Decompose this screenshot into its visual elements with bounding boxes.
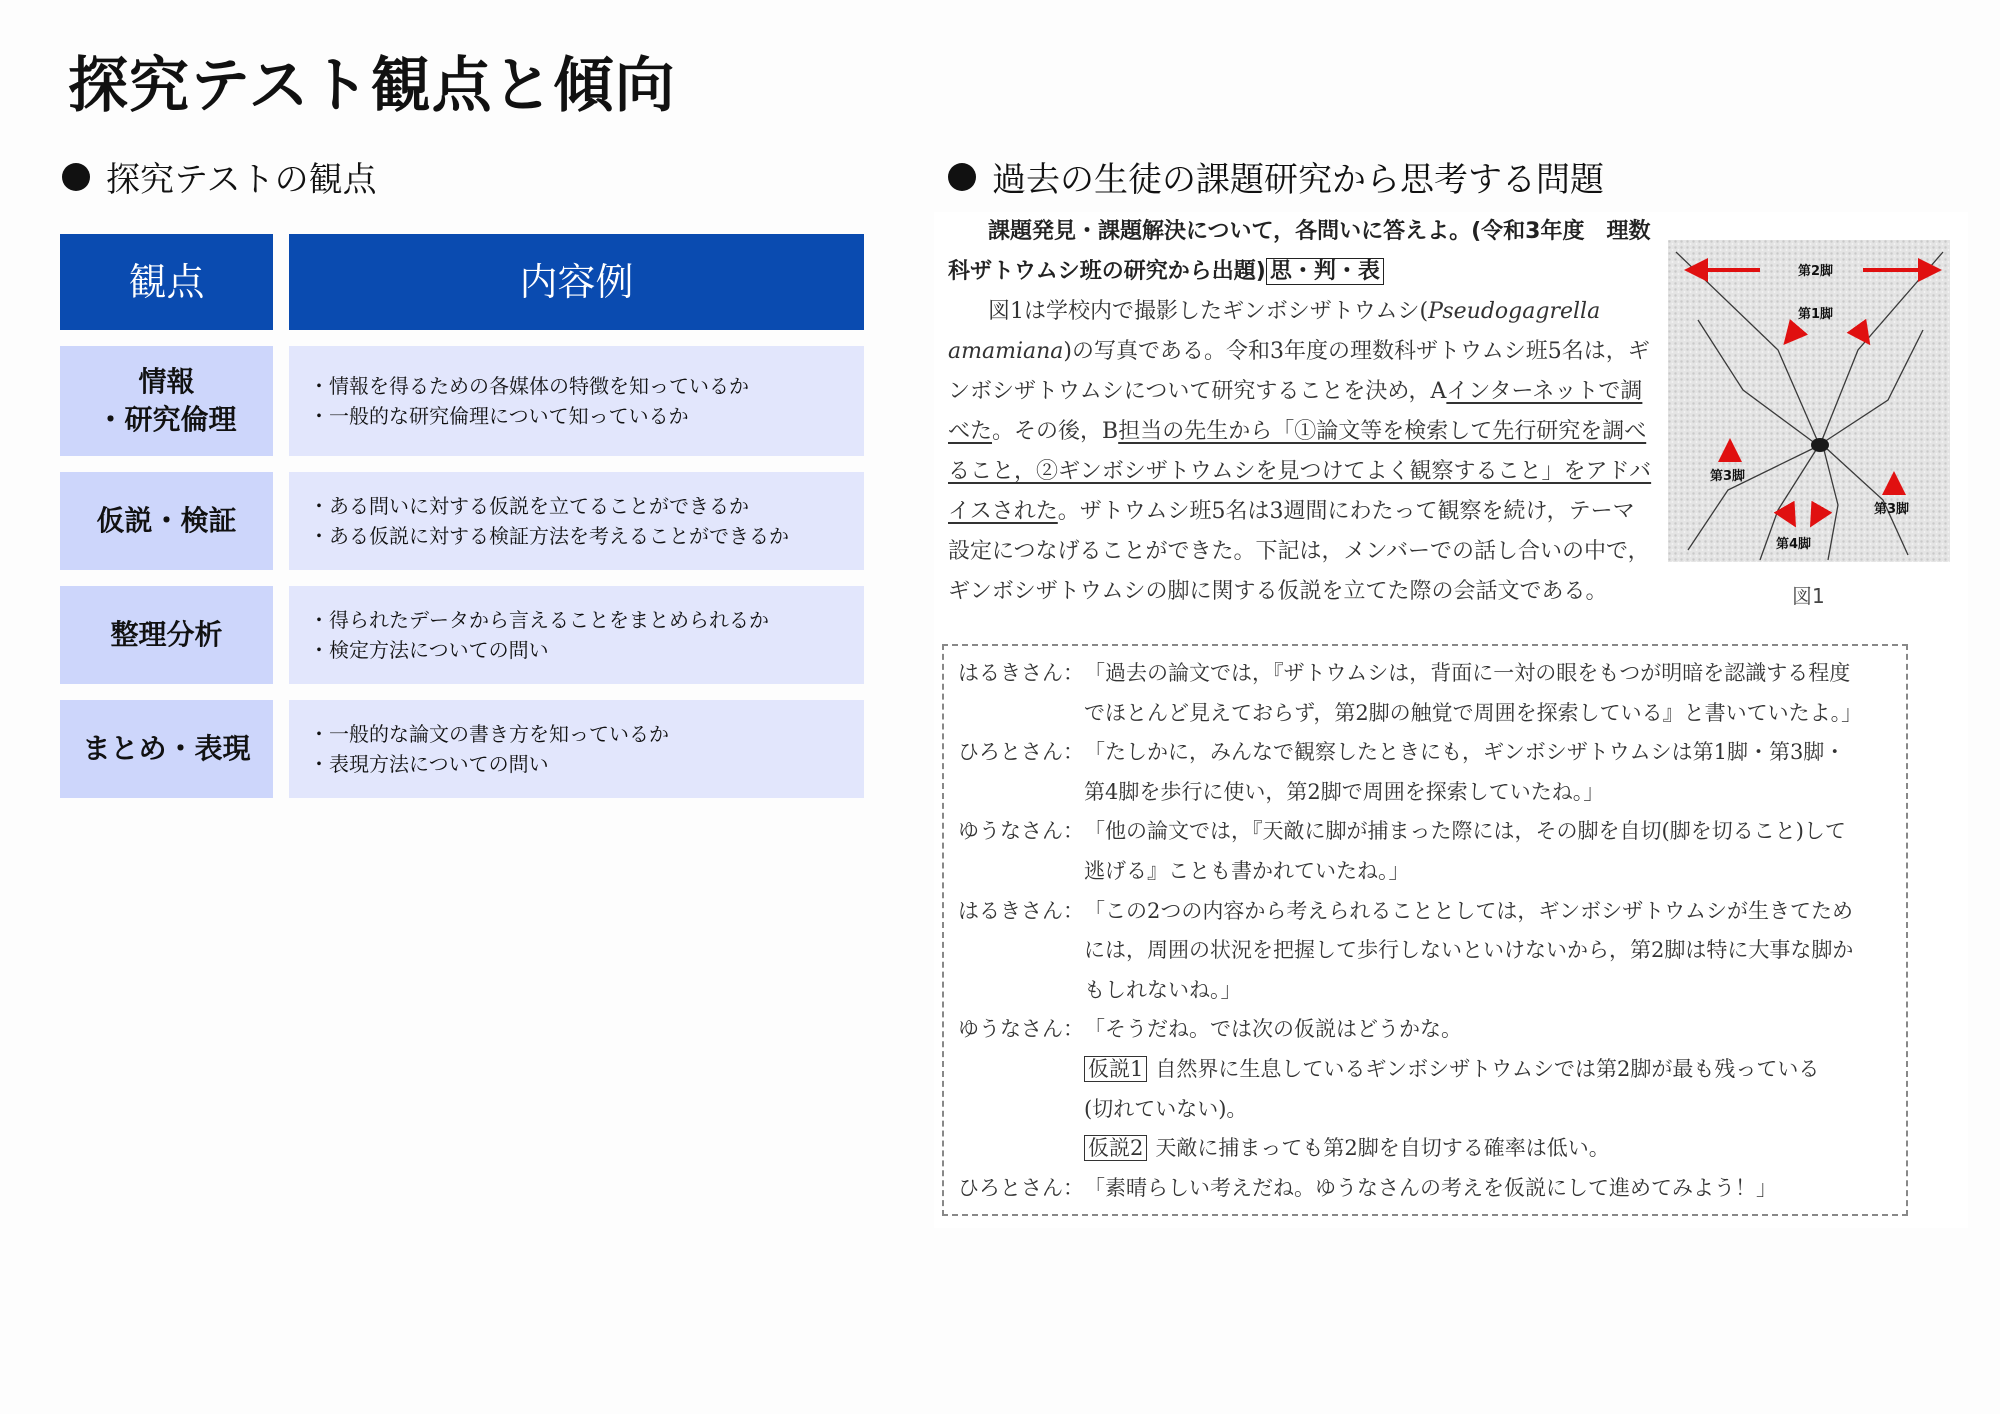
table-row-content (289, 472, 864, 570)
dialogue-line (944, 812, 1906, 852)
table-row-viewpoint (60, 346, 273, 456)
content-item: ・表現方法についての問い (309, 752, 549, 776)
content-item: ・得られたデータから言えることをまとめられるか (309, 608, 769, 632)
content-item: ・一般的な研究倫理について知っているか (309, 404, 689, 428)
utterance: 「そうだね。では次の仮説はどうかな。 (1084, 1017, 1462, 1042)
table-row (60, 700, 864, 798)
utterance: 「この2つの内容から考えられることとしては，ギンボシザトウムシが生きてため (1084, 898, 1853, 923)
hypothesis-label: 仮説2 (1084, 1135, 1147, 1161)
question-intro (948, 212, 1653, 612)
hypothesis-label: 仮説1 (1084, 1056, 1147, 1082)
table-row-content (289, 700, 864, 798)
question-text: 図1は学校内で撮影したギンボシザトウムシ( (988, 299, 1429, 324)
speaker: はるきさん： (958, 898, 1084, 923)
content-item: ・情報を得るための各媒体の特徴を知っているか (309, 374, 749, 398)
table-row (60, 472, 864, 570)
label-leg4: 第4脚 (1776, 537, 1812, 552)
bullet-dot-icon (62, 163, 90, 191)
content-item: ・ある仮説に対する検証方法を考えることができるか (309, 524, 789, 548)
question-sheet (934, 212, 1968, 1228)
label-leg2: 第2脚 (1798, 264, 1834, 279)
content-item: ・一般的な論文の書き方を知っているか (309, 722, 669, 746)
right-section-heading (948, 152, 1604, 201)
dialogue-box (942, 644, 1908, 1216)
dialogue-line (944, 654, 1906, 694)
page-title: 探究テスト観点と傾向 (68, 51, 676, 121)
viewpoint-table (60, 234, 864, 814)
dialogue-line (944, 1010, 1906, 1050)
label-leg3-right: 第3脚 (1874, 502, 1910, 517)
right-section-heading-text: 過去の生徒の課題研究から思考する問題 (992, 160, 1604, 200)
utterance: 逃げる』ことも書かれていたね。」 (1084, 858, 1410, 883)
question-lead-paragraph (948, 212, 1653, 292)
hypothesis-text: 自然界に生息しているギンボシザトウムシでは第2脚が最も残っている (1155, 1056, 1820, 1081)
speaker: はるきさん： (958, 661, 1084, 685)
dialogue-line (944, 733, 1906, 773)
label-leg3-left: 第3脚 (1710, 469, 1746, 484)
skill-tag: 思・判・表 (1266, 258, 1384, 285)
left-section-heading (62, 152, 377, 201)
table-row-viewpoint (60, 586, 273, 684)
bullet-dot-icon (948, 163, 976, 191)
question-text: 。その後，B (992, 419, 1119, 444)
table-row (60, 586, 864, 684)
question-text: 。ザトウムシ班5名は3週間にわたって観察を続け，テーマ設定につなげることができた。下記は，メンバーでの話し合いの中で，ギンボシザトウムシの脚に関する仮説を立てた際の会話文である。 (948, 499, 1650, 604)
table-row-viewpoint (60, 700, 273, 798)
utterance: には，周囲の状況を把握して歩行しないといけないから，第2脚は特に大事な脚か (1084, 938, 1854, 963)
utterance: でほとんど見えておらず，第2脚の触覚で周囲を探索している』と書いていたよ。」 (1084, 700, 1863, 725)
hypothesis-text: (切れていない)。 (1084, 1096, 1248, 1121)
viewpoint-line: ・研究倫理 (96, 403, 237, 436)
dialogue-line (944, 1169, 1906, 1209)
table-row-viewpoint (60, 472, 273, 570)
table-header-row (60, 234, 864, 330)
content-item: ・ある問いに対する仮説を立てることができるか (309, 494, 749, 518)
viewpoint-line: まとめ・表現 (82, 732, 251, 765)
utterance: 「他の論文では，『天敵に脚が捕まった際には，その脚を自切(脚を切ること)して (1084, 819, 1846, 844)
harvestman-photo (1668, 240, 1950, 562)
spider-body (1811, 438, 1829, 452)
question-text: )の写真である。令和3年度の理数科ザトウムシ班5名は，ギンボシザトウムシについて研究することを決め，A (948, 339, 1650, 404)
hypothesis-text: 天敵に捕まっても第2脚を自切する確率は低い。 (1155, 1136, 1610, 1161)
viewpoint-line: 仮説・検証 (96, 504, 237, 537)
figure-caption: 図1 (1792, 584, 1825, 608)
utterance: 第4脚を歩行に使い，第2脚で周囲を探索していたね。」 (1084, 779, 1605, 804)
table-row-content (289, 586, 864, 684)
speaker: ひろとさん： (958, 740, 1084, 765)
utterance: 「素晴らしい考えだね。ゆうなさんの考えを仮説にして進めてみよう！」 (1084, 1175, 1777, 1200)
utterance: もしれないね。」 (1084, 977, 1242, 1002)
underline-b: 担当の先生から「①論文等を検索して先行研究を調べること，②ギンボシザトウムシを見つけてよく観察すること」をアドバイスされた (948, 419, 1652, 524)
utterance: 「たしかに，みんなで観察したときにも，ギンボシザトウムシは第1脚・第3脚・ (1084, 740, 1846, 765)
question-lead: 課題発見・課題解決について，各問いに答えよ。(令和3年度 理数科ザトウムシ班の研究から出題) (948, 219, 1651, 284)
table-header-content: 内容例 (289, 234, 864, 330)
question-body (948, 292, 1653, 612)
species-name: Pseudogagrella amamiana (948, 299, 1601, 364)
hypothesis-1 (944, 1050, 1906, 1090)
hypothesis-2 (944, 1129, 1906, 1169)
viewpoint-line: 情報 (138, 365, 195, 398)
content-item: ・検定方法についての問い (309, 638, 549, 662)
table-row (60, 346, 864, 456)
table-row-content (289, 346, 864, 456)
speaker: ひろとさん： (958, 1175, 1084, 1200)
label-leg1: 第1脚 (1798, 307, 1834, 322)
underline-a: インターネットで調べた (948, 379, 1643, 444)
left-section-heading-text: 探究テストの観点 (106, 160, 377, 200)
dialogue-line (944, 892, 1906, 932)
speaker: ゆうなさん： (958, 819, 1084, 844)
speaker: ゆうなさん： (958, 1017, 1084, 1042)
viewpoint-line: 整理分析 (110, 618, 223, 651)
table-header-viewpoint: 観点 (60, 234, 273, 330)
utterance: 「過去の論文では，『ザトウムシは，背面に一対の眼をもつが明暗を認識する程度 (1084, 661, 1851, 685)
